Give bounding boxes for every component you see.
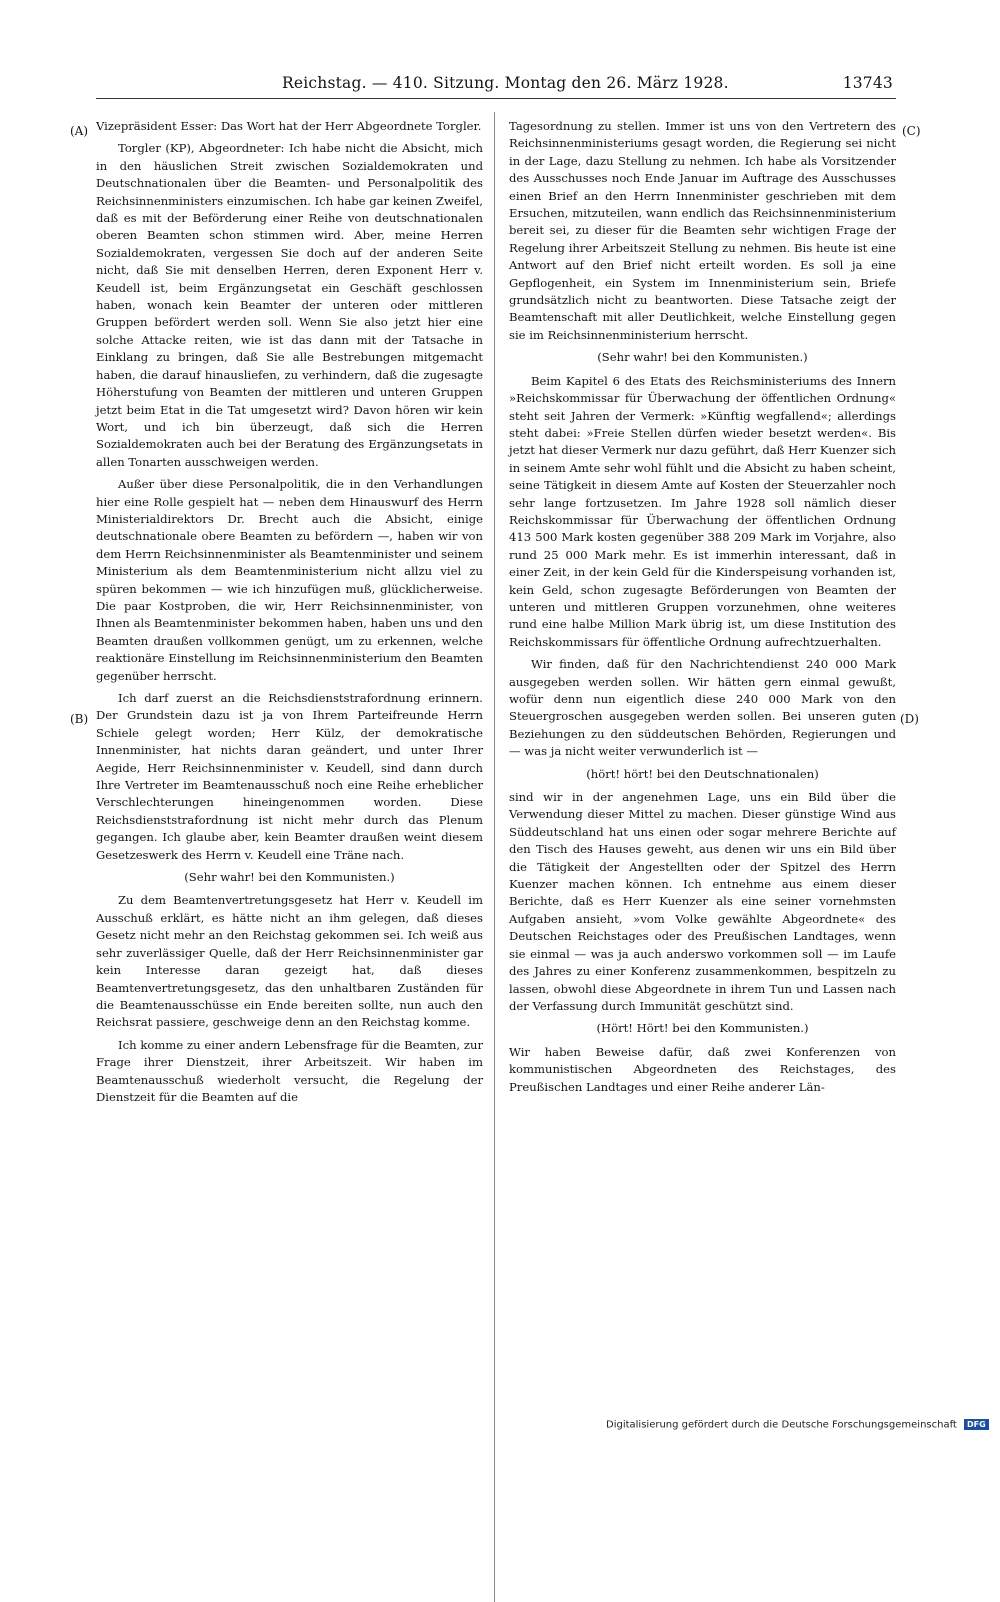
paragraph: Wir finden, daß für den Nachrichtendienst 240 000 Mark ausgegeben werden sollen. Wir hätten gern einmal gewußt, wofür denn nun eigentlich diese 240 000 Mark von den Steuergroschen ausgegeben werden sollen. Bei unseren guten Beziehungen zu den süddeutschen Behörden, Regierungen und — was ja nicht weiter verwunderlich ist — [509,657,896,759]
paragraph: Vizepräsident Esser: Das Wort hat der Herr Abgeordnete Torgler. [96,119,482,133]
dfg-logo: DFG [964,1419,989,1430]
page-header [0,66,1000,96]
header-title: Reichstag. — 410. Sitzung. Montag den 26. März 1928. [282,74,729,92]
interjection: (Sehr wahr! bei den Kommunisten.) [184,870,395,885]
paragraph: Ich komme zu einer andern Lebensfrage für die Beamten, zur Frage ihrer Dienstzeit, ihrer Arbeitszeit. Wir haben im Beamtenausschuß wiederholt versucht, die Regelung der Dienstzeit für die Beamten auf die [96,1037,483,1104]
column-divider [494,112,495,1602]
interjection: (Sehr wahr! bei den Kommunisten.) [597,350,808,365]
left-column [96,118,483,1111]
paragraph: Außer über diese Personalpolitik, die in den Verhandlungen hier eine Rolle gespielt hat — neben dem Hinauswurf des Herrn Ministerialdirektors Dr. Brecht auch die Absicht, einige deutschnationale obere Beamten zu befördern —, haben wir von dem Herrn Reichsinnenminister als Beamtenminister und seinem Ministerium als dem Beamtenministerium nicht allzu viel zu spüren bekommen — wie ich hinzufügen muß, glücklicherweise. Die paar Kostproben, die wir, Herr Reichsinnenminister, von Ihnen als Beamtenminister bekommen haben, haben uns und den Beamten draußen vollkommen genügt, um zu erkennen, welche reaktionäre Einstellung im Reichsinnenministerium den Beamten gegenüber herrscht. [96,477,483,683]
paragraph: Torgler (KP), Abgeordneter: Ich habe nicht die Absicht, mich in den häuslichen Streit zwischen Sozialdemokraten und Deutschnationalen über die Beamten- und Personalpolitik des Reichsinnenministers einzumischen. Ich habe gar keinen Zweifel, daß es mit der Beförderung einer Reihe von deutschnationalen oberen Beamten schon stimmen wird. Aber, meine Herren Sozialdemokraten, vergessen Sie doch auf der anderen Seite nicht, daß Sie mit denselben Herren, deren Exponent Herr v. Keudell ist, beim Ergänzungsetat ein Geschäft geschlossen haben, wonach kein Beamter der unteren oder mittleren Gruppen befördert werden soll. Wenn Sie also jetzt hier eine solche Attacke reiten, wie ist das dann mit der Tatsache in Einklang zu bringen, daß Sie alle Bestrebungen mitgemacht haben, die darauf hinausliefen, zu verhindern, daß die zugesagte Höherstufung von Beamten der mittleren und unteren Gruppen jetzt beim Etat in die Tat umgesetzt wird? Davon hören wir kein Wort, und ich bin überzeugt, daß sich die Herren Sozialdemokraten auch bei der Beratung des Ergänzungsetats in allen Tonarten ausschweigen werden. [96,141,483,469]
interjection: (hört! hört! bei den Deutschnationalen) [586,766,819,781]
margin-marker-a: (A) [70,124,89,138]
paragraph: Zu dem Beamtenvertretungsgesetz hat Herr v. Keudell im Ausschuß erklärt, es hätte nicht an ihm gelegen, daß dieses Gesetz nicht mehr an den Reichstag gekommen sei. Ich weiß aus sehr zuverlässiger Quelle, daß der Herr Reichsinnenminister gar kein Interesse daran gezeigt hat, daß dieses Beamtenvertretungsgesetz, das den unhaltbaren Zuständen für die Beamtenausschüsse ein Ende bereiten sollte, nun auch den Reichsrat passiere, geschweige denn an den Reichstag komme. [96,893,483,1030]
paragraph: Beim Kapitel 6 des Etats des Reichsministeriums des Innern »Reichskommissar für Überwachung der öffentlichen Ordnung« steht seit Jahren der Vermerk: »Künftig wegfallend«; allerdings steht dabei: »Freie Stellen dürfen wieder besetzt werden«. Bis jetzt hat dieser Vermerk nur dazu geführt, daß Herr Kuenzer sich in seinem Amte sehr wohl fühlt und die Absicht zu haben scheint, seine Tätigkeit in diesem Amte auf Kosten der Steuerzahler noch sehr lange fortzusetzen. Im Jahre 1928 soll nämlich dieser Reichskommissar für Überwachung der öffentlichen Ordnung 413 500 Mark kosten gegenüber 388 209 Mark im Vorjahre, also rund 25 000 Mark mehr. Es ist immerhin interessant, daß in einer Zeit, in der kein Geld für die Kinderspeisung vorhanden ist, kein Geld, schon zugesagte Beförderungen von Beamten der unteren und mittleren Gruppen vorzunehmen, ohne weiteres rund eine halbe Million Mark übrig ist, um diese Institution des Reichskommissars für öffentliche Ordnung aufrechtzuerhalten. [509,373,896,649]
paragraph: Wir haben Beweise dafür, daß zwei Konferenzen von kommunistischen Abgeordneten des Reichstages, des Preußischen Landtages und einer Reihe anderer Län- [509,1044,896,1094]
header-rule [96,98,896,99]
paragraph: Ich darf zuerst an die Reichsdienststrafordnung erinnern. Der Grundstein dazu ist ja von Ihrem Parteifreunde Herrn Schiele gelegt worden; Herr Külz, der demokratische Innenminister, hat nichts daran geändert, und unter Ihrer Aegide, Herr Reichsinnenminister v. Keudell, sind dann durch Ihre Vertreter im Beamtenausschuß noch eine Reihe erheblicher Verschlechterungen hineingenommen worden. Diese Reichsdienststrafordnung ist nicht mehr durch das Plenum gegangen. Ich glaube aber, kein Beamter draußen weint diesem Gesetzeswerk des Herrn v. Keudell eine Träne nach. [96,691,483,862]
margin-marker-c: (C) [902,124,921,138]
margin-marker-b: (B) [70,712,89,726]
page-number: 13743 [842,74,893,92]
margin-marker-d: (D) [900,712,919,726]
footer-text: Digitalisierung gefördert durch die Deutsche Forschungsgemeinschaft [606,1419,957,1431]
digitization-footer [606,1419,986,1431]
interjection: (Hört! Hört! bei den Kommunisten.) [596,1021,809,1036]
paragraph: sind wir in der angenehmen Lage, uns ein Bild über die Verwendung dieser Mittel zu machen. Dieser günstige Wind aus Süddeutschland hat uns einen oder sogar mehrere Berichte auf den Tisch des Hauses geweht, aus denen wir uns ein Bild über die Tätigkeit der Angestellten oder der Spitzel des Herrn Kuenzer machen können. Ich entnehme aus einem dieser Berichte, daß es Herr Kuenzer als eine seiner vornehmsten Aufgaben ansieht, »vom Volke gewählte Abgeordnete« des Deutschen Reichstages oder des Preußischen Landtages, wenn sie einmal — was ja auch anderswo vorkommen soll — im Laufe des Jahres zu einer Konferenz zusammenkommen, bespitzeln zu lassen, obwohl diese Abgeordnete in ihrem Tun und Lassen nach der Verfassung durch Immunität geschützt sind. [509,790,896,1013]
paragraph: Tagesordnung zu stellen. Immer ist uns von den Vertretern des Reichsinnenministeriums gesagt worden, die Regierung sei nicht in der Lage, dazu Stellung zu nehmen. Ich habe als Vorsitzender des Ausschusses noch Ende Januar im Auftrage des Ausschusses einen Brief an den Herrn Innenminister geschrieben mit dem Ersuchen, mitzuteilen, wann endlich das Reichsinnenministerium bereit sei, zu dieser für die Beamten sehr wichtigen Frage der Regelung ihrer Arbeitszeit Stellung zu nehmen. Bis heute ist eine Antwort auf den Brief nicht erteilt worden. Es soll ja eine Gepflogenheit, ein System im Innenministerium sein, Briefe grundsätzlich nicht zu beantworten. Diese Tatsache zeigt der Beamtenschaft mit aller Deutlichkeit, welche Einstellung gegen sie im Reichsinnenministerium herrscht. [509,119,896,342]
right-column [509,118,896,1101]
